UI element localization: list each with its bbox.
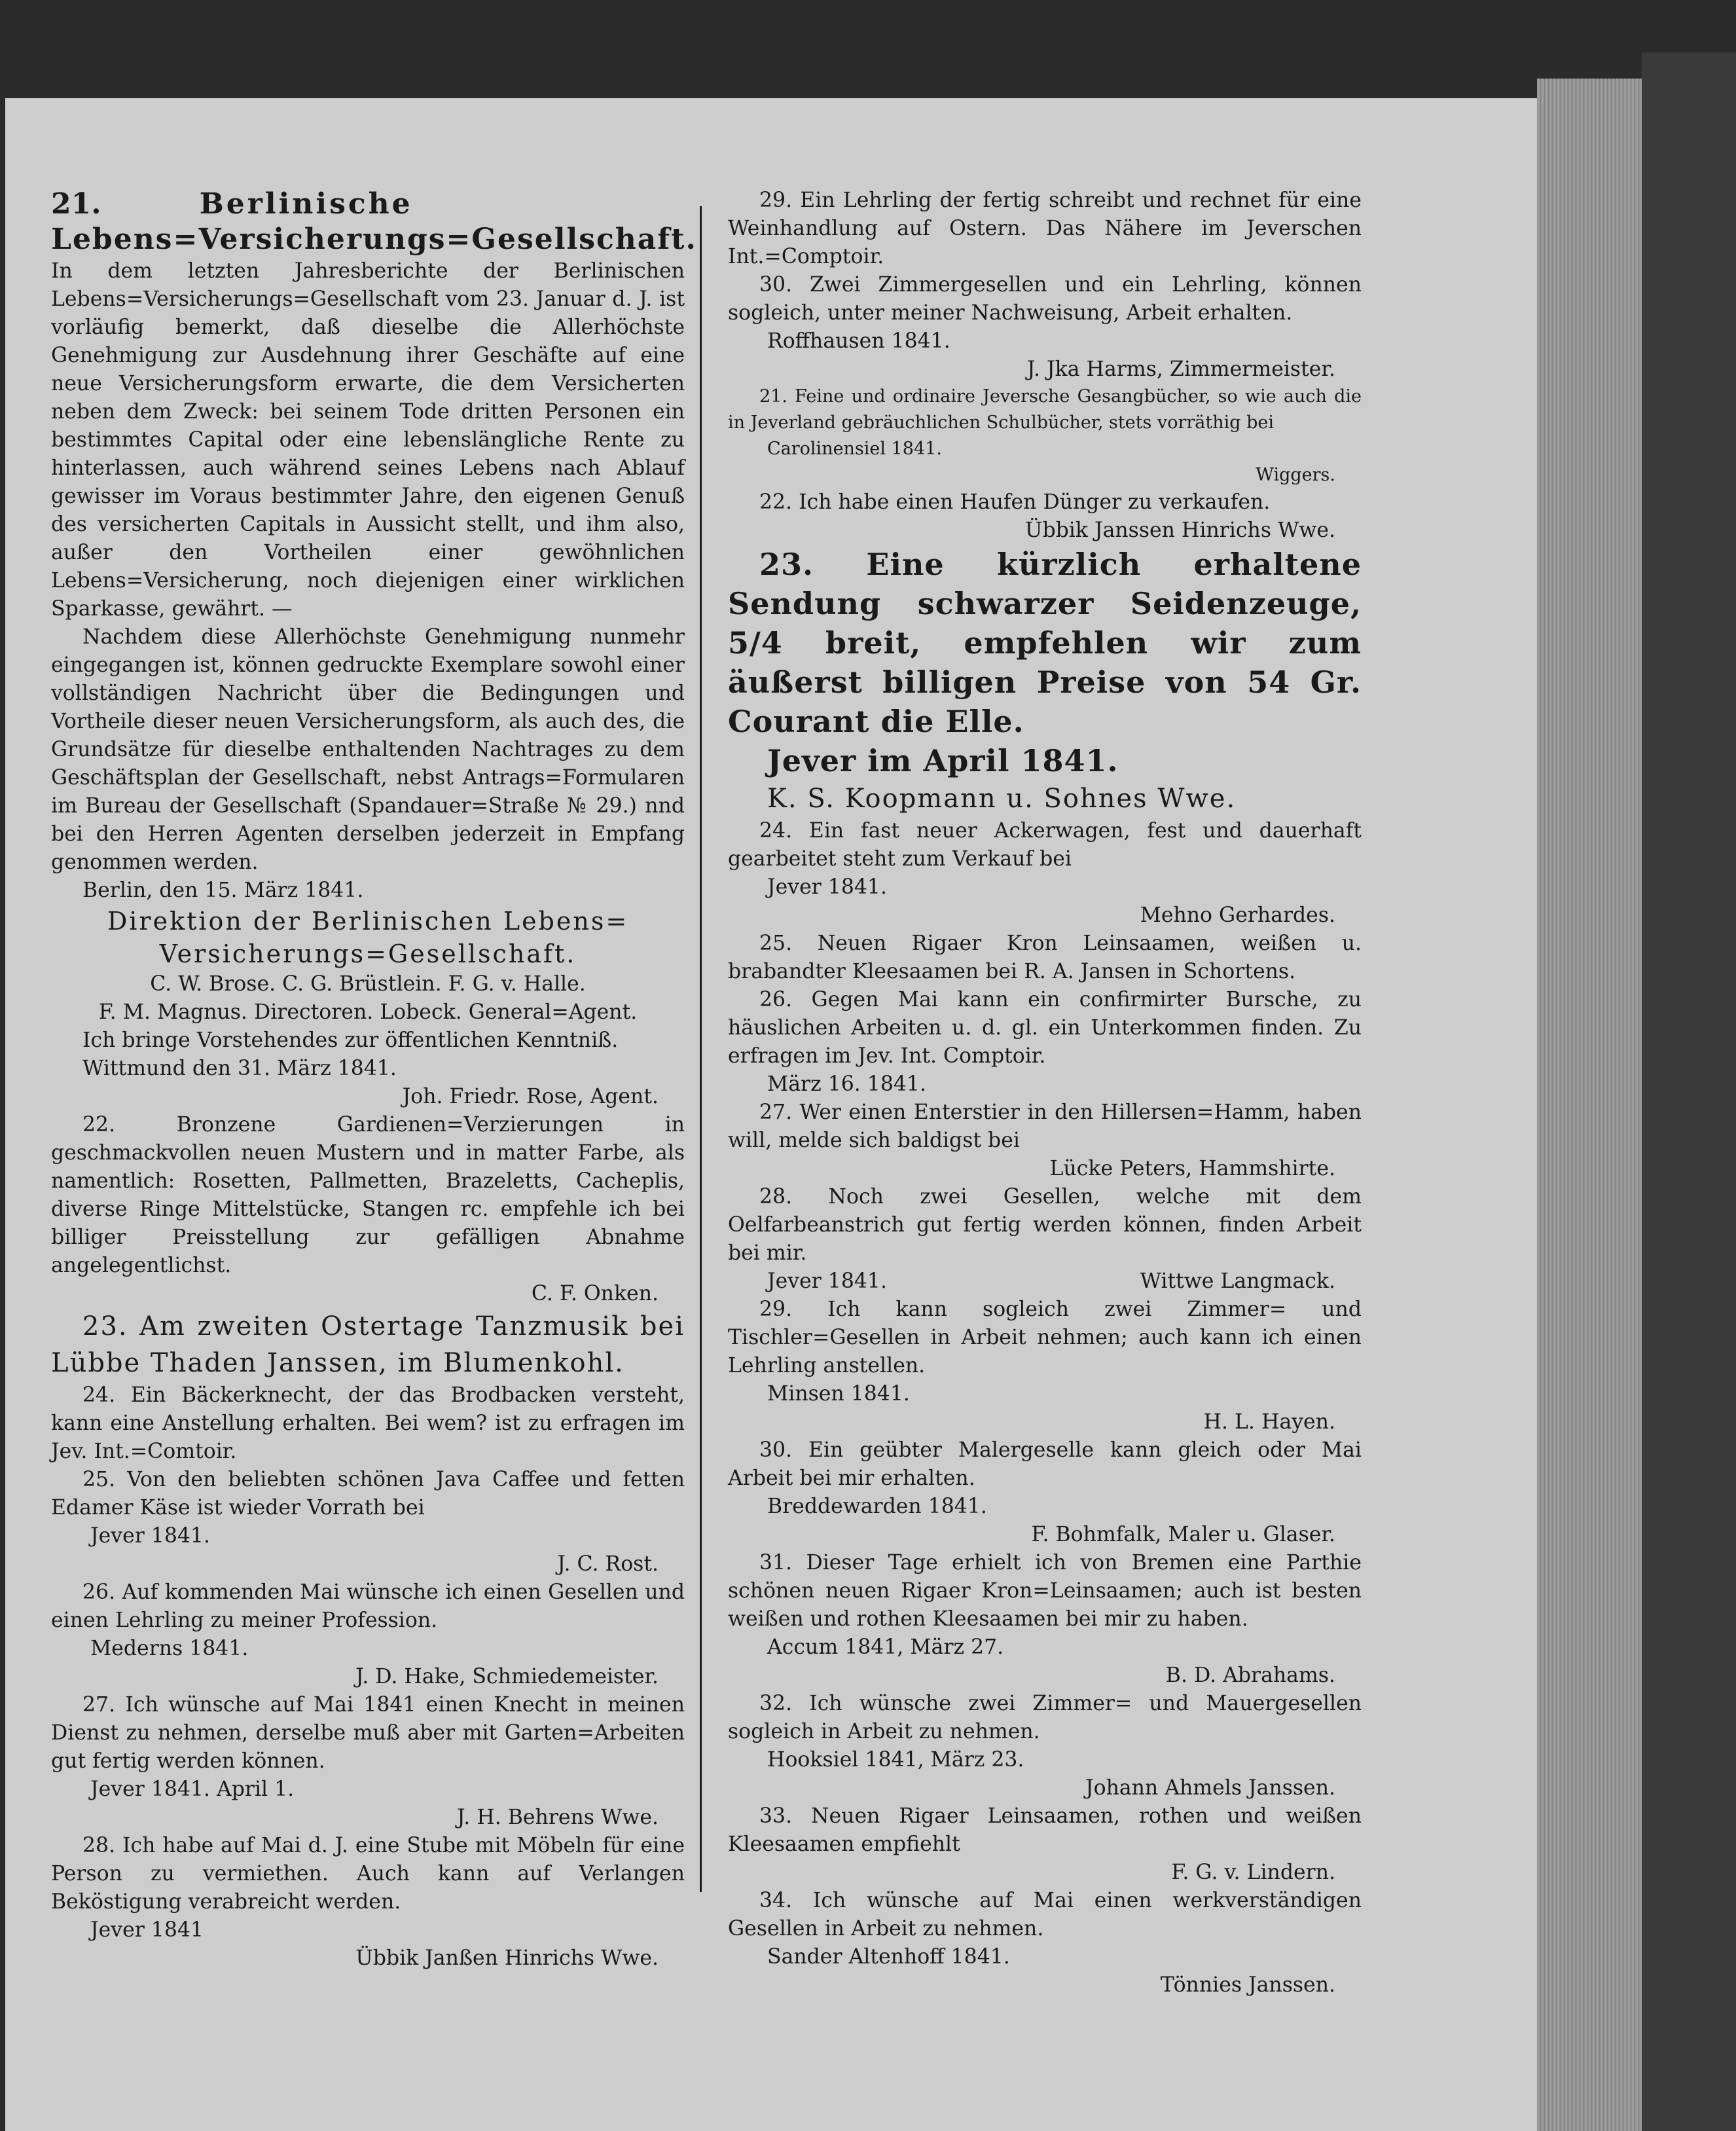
notice-29a [728,187,1362,271]
notice-place: Minsen 1841. [767,1382,910,1406]
notice-signature: Tönnies Janssen. [1160,1973,1335,1997]
notice-32b [728,1690,1362,1802]
direction-line-1: Direktion der Berlinischen Lebens= [107,907,629,936]
notice-signature: J. Jka Harms, Zimmermeister. [1026,357,1335,381]
notice-place: Jever 1841 [90,1918,204,1942]
column-divider [700,206,702,1892]
notice-place: Sander Altenhoff 1841. [767,1945,1010,1969]
notice-27b [728,1099,1362,1183]
notice-text: 27. Wer einen Enterstier in den Hillersen=Hamm, haben will, melde sich baldigst bei [728,1101,1362,1152]
notice-place: Jever 1841. April 1. [90,1777,295,1801]
notice-place: Mederns 1841. [90,1637,249,1660]
notice-signature: J. D. Hake, Schmiedemeister. [355,1665,659,1688]
right-column [728,187,1362,1999]
notice-26b [728,986,1362,1099]
notice-signature: F. Bohmfalk, Maler u. Glaser. [1031,1523,1335,1546]
notice-signature: K. S. Koopmann u. Sohnes Wwe. [767,784,1237,814]
notice-place: Accum 1841, März 27. [767,1635,1004,1659]
notice-signature: F. G. v. Lindern. [1171,1861,1335,1884]
notice-text: 28. Ich habe auf Mai d. J. eine Stube mit Möbeln für eine Person zu vermiethen. Auch kann auf Verlangen Beköstigung verabreicht werden. [51,1834,685,1914]
book-binding [1642,52,1736,2131]
notice-21-header [51,187,685,222]
notice-text: 24. Ein fast neuer Ackerwagen, fest und dauerhaft gearbeitet steht zum Verkauf bei [728,819,1362,871]
notice-31b [728,1549,1362,1690]
notice-28 [51,1832,685,1973]
notice-25 [51,1466,685,1578]
notice-signature: J. H. Behrens Wwe. [457,1806,659,1829]
notice-footer [728,1267,1362,1296]
notice-title-line2: Lebens=Versicherungs=Gesellschaft. [51,223,697,256]
notice-signature: Lücke Peters, Hammshirte. [1049,1157,1335,1180]
notice-body: In dem letzten Jahresberichte der Berlinischen Lebens=Versicherungs=Gesellschaft vom 23. Januar d. J. ist vorläufig bemerkt, daß dieselbe die Allerhöchste Genehmigung zur Ausdehnung ihrer Geschäfte auf eine neue Versicherungsform erwarte, die dem Versicherten neben dem Zweck: bei seinem Tode dritten Personen ein bestimmtes Capital oder eine lebenslängliche Rente zu hinterlassen, auch während seines Lebens nach Ablauf gewisser im Voraus bestimmter Jahre, den eigenen Genuß des versicherten Capitals in Aussicht stellt, und ihm also, außer den Vortheilen einer gewöhnlichen Lebens=Versicherung, noch diejenigen einer wirklichen Sparkasse, gewährt. — [51,259,685,621]
notice-place: Jever 1841. [767,875,887,899]
direction-line-2: Versicherungs=Gesellschaft. [159,939,577,968]
notice-24 [51,1381,685,1466]
notice-place: Roffhausen 1841. [767,329,950,353]
notice-signature: Wiggers. [1256,465,1335,485]
notice-signature: Übbik Janssen Hinrichs Wwe. [1024,519,1335,542]
notice-signature: Wittwe Langmack. [1140,1269,1335,1293]
notice-place-date: Berlin, den 15. März 1841. [82,879,364,902]
notice-25b [728,930,1362,986]
notice-text: 29. Ein Lehrling der fertig schreibt und rechnet für eine Weinhandlung auf Ostern. Das Nähere im Jeverschen Int.=Comptoir. [728,189,1362,268]
notice-text: 27. Ich wünsche auf Mai 1841 einen Knecht in meinen Dienst zu nehmen, derselbe muß aber mit Garten=Arbeiten gut fertig werden können. [51,1693,685,1773]
notice-22 [51,1111,685,1308]
notice-number: 21. [51,187,101,221]
notice-text: 23. Am zweiten Ostertage Tanzmusik bei Lübbe Thaden Janssen, im Blumenkohl. [51,1311,685,1378]
notice-21 [51,187,697,1111]
notice-place: Breddewarden 1841. [767,1495,987,1518]
notice-text: 31. Dieser Tage erhielt ich von Bremen eine Parthie schönen neuen Rigaer Kron=Leinsaamen; auch ist besten weißen und rothen Kleesaamen bei mir zu haben. [728,1551,1362,1631]
notice-text: 28. Noch zwei Gesellen, welche mit dem Oelfarbeanstrich gut fertig werden können, finden Arbeit bei mir. [728,1185,1362,1265]
notice-signature: Übbik Janßen Hinrichs Wwe. [355,1946,659,1970]
notice-text: 23. Eine kürzlich erhaltene Sendung schwarzer Seidenzeuge, 5/4 breit, empfehlen wir zum äußerst billigen Preise von 54 Gr. Courant die Elle. [728,547,1362,739]
notice-text: 21. Feine und ordinaire Jeversche Gesangbücher, so wie auch die in Jeverland gebräuchlichen Schulbücher, stets vorräthig bei [728,386,1362,433]
notice-text: 30. Zwei Zimmergesellen und ein Lehrling, können sogleich, unter meiner Nachweisung, Arbeit erhalten. [728,273,1362,325]
left-column [51,187,697,1973]
notice-27 [51,1691,685,1832]
notice-text: 34. Ich wünsche auf Mai einen werkverständigen Gesellen in Arbeit zu nehmen. [728,1889,1362,1940]
notice-28b [728,1183,1362,1296]
notice-place: Hooksiel 1841, März 23. [767,1748,1024,1772]
notice-body-2: Nachdem diese Allerhöchste Genehmigung nunmehr eingegangen ist, können gedruckte Exemplare sowohl einer vollständigen Nachricht über die Bedingungen und Vortheile dieser neuen Versicherungsform, als auch des, die Grundsätze für dieselbe enthaltenden Nachtrages zu dem Geschäftsplan der Gesellschaft, nebst Antrags=Formularen im Bureau der Gesellschaft (Spandauer=Straße № 29.) nnd bei den Herren Agenten derselben jederzeit in Empfang genommen werden. [51,625,685,874]
agent-note: Ich bringe Vorstehendes zur öffentlichen Kenntniß. [82,1029,619,1052]
notice-30b [728,1436,1362,1549]
notice-22b [728,488,1362,545]
agent-name: Joh. Friedr. Rose, Agent. [402,1085,659,1108]
page-edges [1537,79,1642,2131]
notice-signature: J. C. Rost. [557,1552,659,1576]
notice-place: März 16. 1841. [767,1072,926,1096]
notice-signature: Mehno Gerhardes. [1140,903,1335,927]
notice-text: 30. Ein geübter Malergeselle kann gleich oder Mai Arbeit bei mir erhalten. [728,1438,1362,1490]
notice-21b [728,384,1362,488]
notice-text: 26. Auf kommenden Mai wünsche ich einen Gesellen und einen Lehrling zu meiner Profession. [51,1580,685,1632]
notice-23b [728,545,1362,817]
notice-text: 25. Neuen Rigaer Kron Leinsaamen, weißen u. brabandter Kleesaamen bei R. A. Jansen in Schortens. [728,932,1362,983]
notice-signature: C. F. Onken. [531,1282,659,1305]
notice-signature: B. D. Abrahams. [1165,1664,1335,1687]
notice-signature: H. L. Hayen. [1203,1410,1335,1434]
notice-29b [728,1296,1362,1436]
notice-signature: Johann Ahmels Janssen. [1085,1776,1335,1800]
agent-place: Wittmund den 31. März 1841. [82,1057,397,1080]
notice-place: Jever im April 1841. [767,743,1119,778]
notice-text: 25. Von den beliebten schönen Java Caffee und fetten Edamer Käse ist wieder Vorrath bei [51,1468,685,1520]
notice-text: 29. Ich kann sogleich zwei Zimmer= und Tischler=Gesellen in Arbeit nehmen; auch kann ich einen Lehrling anstellen. [728,1298,1362,1377]
director-names-2: F. M. Magnus. Directoren. Lobeck. General=Agent. [98,1000,638,1024]
notice-title: Berlinische [199,187,413,221]
notice-23 [51,1308,685,1381]
notice-24b [728,817,1362,930]
notice-30a [728,271,1362,384]
notice-place: Jever 1841. [767,1269,887,1293]
notice-place: Carolinensiel 1841. [767,439,942,459]
notice-34b [728,1887,1362,1999]
notice-text: 32. Ich wünsche zwei Zimmer= und Mauergesellen sogleich in Arbeit zu nehmen. [728,1692,1362,1743]
notice-text: 24. Ein Bäckerknecht, der das Brodbacken versteht, kann eine Anstellung erhalten. Bei wem? ist zu erfragen im Jev. Int.=Comtoir. [51,1383,685,1463]
notice-text: 22. Bronzene Gardienen=Verzierungen in geschmackvollen neuen Mustern und in matter Farbe, als namentlich: Rosetten, Pallmetten, Brazeletts, Cacheplis, diverse Ringe Mittelstücke, Stangen rc. empfehle ich bei billiger Preisstellung zur gefälligen Abnahme angelegentlichst. [51,1113,685,1277]
notice-text: 33. Neuen Rigaer Leinsaamen, rothen und weißen Kleesaamen empfiehlt [728,1804,1362,1856]
notice-33b [728,1802,1362,1887]
notice-place: Jever 1841. [90,1524,210,1548]
notice-26 [51,1578,685,1691]
notice-text: 22. Ich habe einen Haufen Dünger zu verkaufen. [759,490,1271,514]
director-names-1: C. W. Brose. C. G. Brüstlein. F. G. v. Halle. [150,972,586,996]
notice-text: 26. Gegen Mai kann ein confirmirter Bursche, zu häuslichen Arbeiten u. d. gl. ein Unterkommen finden. Zu erfragen im Jev. Int. Comptoir. [728,988,1362,1068]
